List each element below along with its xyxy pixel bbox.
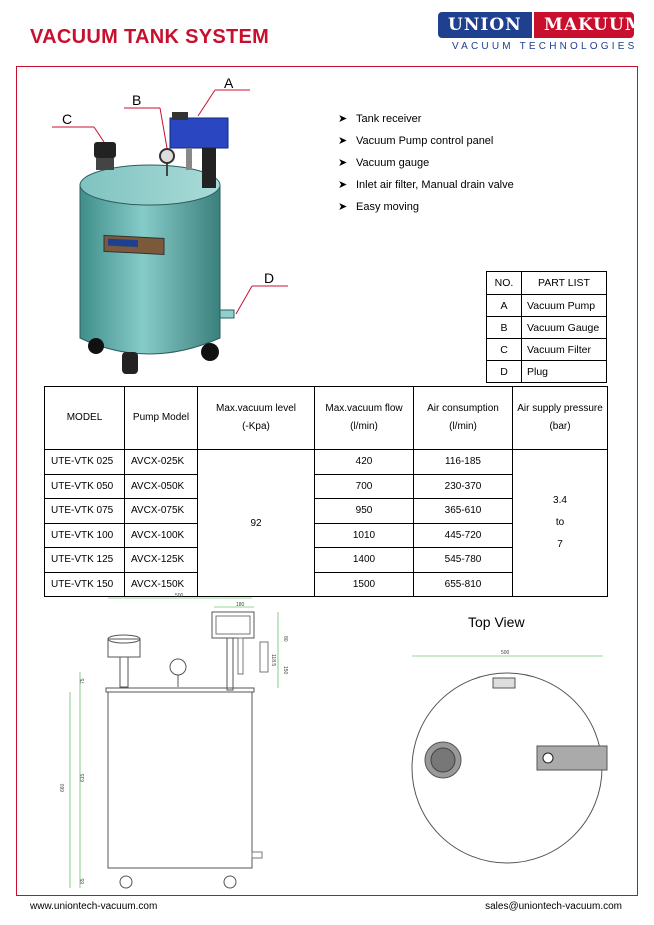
parts-list-table [486,271,607,383]
spec-header: Max.vacuum level (-Kpa) [198,387,315,450]
footer-website[interactable]: www.uniontech-vacuum.com [30,901,158,912]
dim-tank-height: 615 [80,773,86,782]
dim-pump-stack: 150 [282,666,288,675]
parts-header-list: PART LIST [522,272,607,295]
dim-total-height: 660 [60,783,66,792]
company-logo [438,12,645,56]
feature-item: ➤ Vacuum gauge [338,157,430,169]
table-row: UTE-VTK 100 AVCX-100K 1010 445-720 [45,523,608,548]
table-row: UTE-VTK 125 AVCX-125K 1400 545-780 [45,548,608,573]
logo-tagline: VACUUM TECHNOLOGIES [452,41,638,52]
table-row: UTE-VTK 050 AVCX-050K 700 230-370 [45,474,608,499]
callout-d: D [264,270,275,286]
callout-b: B [132,92,142,108]
feature-list [338,112,514,222]
page-title: VACUUM TANK SYSTEM [30,26,270,48]
feature-item: ➤ Vacuum Pump control panel [338,135,494,147]
tank-illustration [40,70,340,390]
table-row: UTE-VTK 150 AVCX-150K 1500 655-810 [45,572,608,597]
callout-c: C [62,111,73,127]
spec-table [44,386,608,597]
arrow-bullet-icon: ➤ [338,113,348,125]
footer-email[interactable]: sales@uniontech-vacuum.com [485,901,622,912]
dim-pump-height: 80 [282,636,288,642]
spec-header: Air supply pressure (bar) [513,387,608,450]
dim-top-offset: 75 [80,678,86,684]
feature-item: ➤ Easy moving [338,201,419,213]
feature-item: ➤ Inlet air filter, Manual drain valve [338,179,514,191]
spec-header: Pump Model [125,387,198,450]
table-row: UTE-VTK 025 AVCX-025K 92 420 116-185 3.4 to 7 [45,450,608,475]
arrow-bullet-icon: ➤ [338,179,348,191]
logo-word-union: UNION [448,15,522,35]
dim-front-width: 500 [175,593,184,599]
table-row: C Vacuum Filter [487,339,607,361]
table-row: B Vacuum Gauge [487,317,607,339]
logo-word-makuum: MAKUUM [544,15,645,35]
table-row: UTE-VTK 075 AVCX-075K 950 365-610 [45,499,608,524]
table-row: A Vacuum Pump [487,295,607,317]
top-view-drawing [405,648,635,888]
feature-item: ➤ Tank receiver [338,113,422,125]
arrow-bullet-icon: ➤ [338,135,348,147]
supply-pressure-cell: 3.4 to 7 [513,450,608,597]
vacuum-level-cell: 92 [198,450,315,597]
arrow-bullet-icon: ➤ [338,157,348,169]
dim-wheel-height: 65 [80,878,86,884]
spec-header: Air consumption (l/min) [414,387,513,450]
dim-pump-offset: 118.5 [270,654,276,667]
table-row: D Plug [487,361,607,383]
front-view-drawing [40,592,340,892]
parts-header-no: NO. [487,272,522,295]
spec-header: Max.vacuum flow (l/min) [315,387,414,450]
spec-header: MODEL [45,387,125,450]
arrow-bullet-icon: ➤ [338,201,348,213]
dim-pump-width: 180 [236,602,245,608]
callout-a: A [224,75,234,91]
dim-top-width: 500 [501,650,510,656]
top-view-label: Top View [468,614,525,630]
